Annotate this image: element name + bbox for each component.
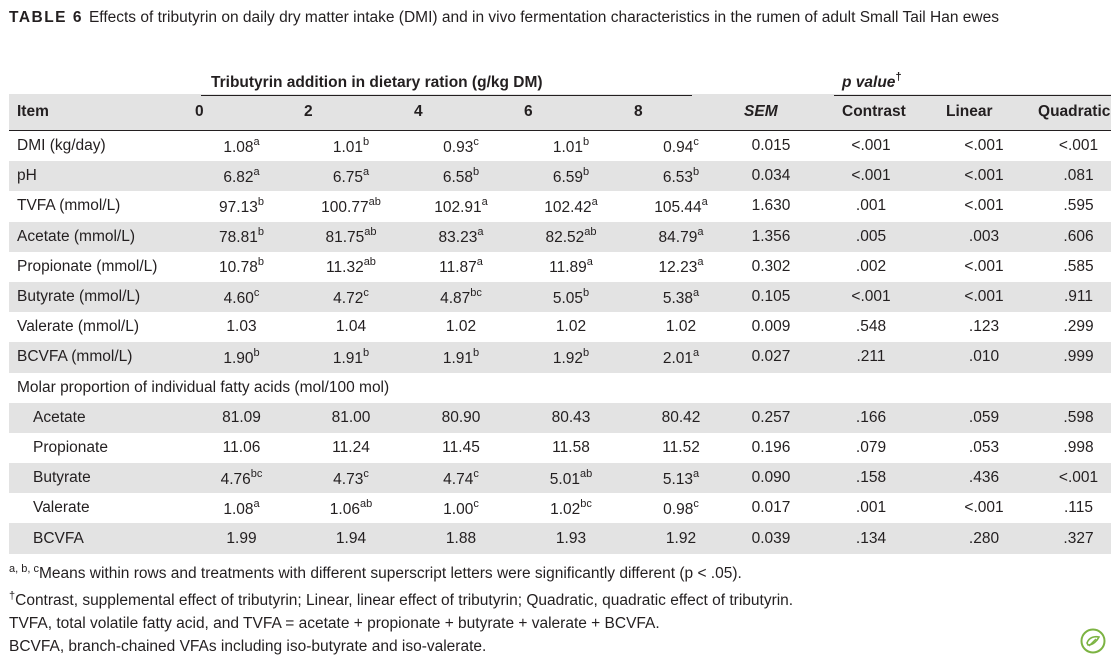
value: 83.23 — [438, 229, 478, 247]
superscript: a — [363, 165, 370, 178]
sem-value: 0.090 — [751, 469, 791, 487]
col-dose-8: 8 — [626, 94, 736, 131]
linear-value: .059 — [968, 408, 1000, 426]
value: 97.13 — [219, 198, 258, 216]
contrast-value: .001 — [855, 499, 887, 517]
table-row — [9, 312, 1111, 342]
linear-value: <.001 — [964, 257, 1004, 275]
table-row — [9, 493, 1111, 523]
linear-value: <.001 — [964, 197, 1004, 215]
superscript: c — [473, 467, 479, 480]
value-cell — [406, 493, 516, 523]
value: 6.75 — [332, 168, 364, 186]
linear-value: <.001 — [964, 499, 1004, 517]
value: 1.99 — [226, 529, 257, 547]
value-cell — [187, 342, 296, 372]
footnote-tvfa: TVFA, total volatile fatty acid, and TVFA = acetate + propionate + butyrate + valerate + BCVFA. — [9, 615, 660, 632]
value-cell — [406, 282, 516, 312]
value-cell — [626, 493, 736, 523]
table-row — [9, 222, 1111, 252]
col-dose-4: 4 — [406, 94, 516, 131]
superscript: b — [473, 165, 480, 178]
table-row — [9, 191, 1111, 221]
value-cell — [296, 312, 406, 342]
value-cell — [516, 342, 626, 372]
value: 6.53 — [662, 168, 694, 186]
value: 4.76 — [220, 470, 251, 488]
section-row — [9, 373, 1111, 403]
contrast-value: .211 — [856, 348, 886, 366]
value-cell — [296, 191, 406, 221]
value-cell — [516, 161, 626, 191]
value-cell — [187, 222, 296, 252]
value: 1.90 — [223, 349, 254, 367]
row-label: TVFA (mmol/L) — [17, 197, 121, 215]
superscript: a — [477, 226, 484, 239]
value-cell — [406, 433, 516, 463]
value-cell — [296, 463, 406, 493]
linear-value: .010 — [968, 348, 1000, 366]
value-cell — [626, 131, 736, 162]
value: 1.00 — [443, 500, 474, 518]
table-row — [9, 433, 1111, 463]
section-label: Molar proportion of individual fatty acids (mol/100 mol) — [17, 378, 390, 396]
superscript: c — [363, 467, 369, 480]
value-cell — [406, 161, 516, 191]
superscript: b — [257, 195, 264, 208]
footnote-significance — [9, 558, 1069, 585]
superscript: a — [693, 286, 700, 299]
col-sem: SEM — [736, 94, 834, 131]
value-cell — [626, 222, 736, 252]
superscript: a — [253, 497, 260, 510]
value: 102.91 — [434, 198, 482, 216]
value-cell — [187, 282, 296, 312]
superscript: c — [363, 286, 369, 299]
value-cell — [296, 252, 406, 282]
value: 81.00 — [331, 408, 371, 426]
value-cell — [296, 222, 406, 252]
value-cell — [406, 342, 516, 372]
quadratic-value: .585 — [1063, 257, 1094, 275]
value-cell — [626, 161, 736, 191]
superscript: bc — [470, 286, 482, 299]
table-row — [9, 161, 1111, 191]
value-cell — [626, 523, 736, 553]
value-cell — [187, 463, 296, 493]
superscript: ab — [364, 226, 377, 239]
sem-value: 0.027 — [751, 348, 791, 366]
quadratic-value: .598 — [1063, 408, 1094, 426]
value-cell — [187, 433, 296, 463]
value-cell — [187, 252, 296, 282]
value-cell — [406, 403, 516, 433]
row-label: Propionate — [33, 438, 108, 456]
superscript: bc — [580, 497, 592, 510]
value: 0.94 — [663, 138, 694, 156]
value: 1.93 — [555, 529, 587, 547]
col-dose-0: 0 — [187, 94, 296, 131]
superscript: b — [257, 226, 264, 239]
col-contrast: Contrast — [834, 94, 938, 131]
value-cell — [187, 523, 296, 553]
value-cell — [626, 342, 736, 372]
value-cell — [626, 252, 736, 282]
superscript: ab — [368, 195, 381, 208]
superscript: ab — [579, 467, 593, 480]
value: 5.01 — [549, 470, 580, 488]
superscript: c — [693, 135, 699, 148]
contrast-value: <.001 — [851, 288, 891, 306]
value-cell — [296, 342, 406, 372]
value: 1.92 — [552, 349, 584, 367]
linear-value: <.001 — [964, 167, 1004, 185]
superscript: a — [697, 256, 704, 269]
linear-value: .280 — [968, 529, 1000, 547]
superscript: a — [586, 256, 593, 269]
contrast-value: .001 — [855, 197, 887, 215]
value: 1.04 — [335, 318, 367, 336]
footnote-significance-text: Means within rows and treatments with different superscript letters were significantly different (p < .05). — [38, 565, 742, 582]
pvalue-dagger: † — [895, 71, 902, 83]
superscript: a — [481, 195, 488, 208]
value-cell — [187, 493, 296, 523]
value-cell — [626, 191, 736, 221]
superscript: bc — [250, 467, 263, 480]
value-cell — [516, 222, 626, 252]
value-cell — [406, 191, 516, 221]
contrast-value: .002 — [855, 257, 887, 275]
superscript: c — [473, 497, 479, 510]
superscript: b — [257, 256, 264, 269]
footnote-pvalue — [9, 585, 1069, 612]
footnote-significance-marks: a, b, c — [9, 563, 39, 575]
superscript: a — [693, 346, 700, 359]
superscript: a — [476, 256, 483, 269]
value: 1.94 — [335, 529, 367, 547]
quadratic-value: .606 — [1063, 227, 1094, 245]
value: 82.52 — [545, 229, 585, 247]
contrast-value: <.001 — [851, 137, 891, 155]
value-cell — [516, 463, 626, 493]
superscript: b — [473, 346, 480, 359]
value-cell — [406, 523, 516, 553]
value: 11.58 — [552, 438, 590, 456]
superscript: b — [583, 286, 590, 299]
sem-value: 0.257 — [751, 408, 791, 426]
pvalue-label: p value — [842, 74, 896, 91]
table-row — [9, 342, 1111, 372]
quadratic-value: .911 — [1064, 288, 1094, 306]
contrast-value: .548 — [855, 318, 887, 336]
sem-value: 0.302 — [751, 257, 791, 275]
superscript: a — [697, 226, 704, 239]
quadratic-value: <.001 — [1058, 469, 1099, 487]
results-table — [9, 60, 1111, 554]
superscript: a — [701, 195, 708, 208]
value-cell — [296, 161, 406, 191]
row-label: Butyrate (mmol/L) — [17, 288, 141, 306]
value: 1.08 — [223, 138, 254, 156]
linear-value: <.001 — [964, 137, 1004, 155]
superscript: a — [253, 135, 260, 148]
superscript: a — [591, 195, 598, 208]
value-cell — [296, 523, 406, 553]
value: 78.81 — [219, 229, 258, 247]
superscript: c — [473, 135, 479, 148]
value: 1.06 — [329, 500, 360, 518]
value: 11.52 — [662, 438, 700, 456]
value-cell — [187, 161, 296, 191]
table-row — [9, 463, 1111, 493]
value: 80.42 — [661, 408, 701, 426]
value-cell — [406, 252, 516, 282]
sem-value: 0.105 — [751, 288, 791, 306]
superscript: b — [583, 165, 590, 178]
col-linear: Linear — [938, 94, 1030, 131]
value: 4.74 — [443, 470, 474, 488]
value: 1.92 — [665, 529, 697, 547]
sem-value: 0.196 — [751, 438, 791, 456]
superscript: b — [253, 346, 260, 359]
value-cell — [296, 433, 406, 463]
value-cell — [626, 312, 736, 342]
value-cell — [296, 131, 406, 162]
value-cell — [187, 131, 296, 162]
value-cell — [626, 463, 736, 493]
quadratic-value: .595 — [1063, 197, 1094, 215]
value: 5.05 — [552, 289, 584, 307]
quadratic-value: .999 — [1063, 348, 1094, 366]
value: 10.78 — [219, 259, 258, 277]
value: 1.02 — [550, 500, 581, 518]
row-label: BCVFA — [33, 529, 84, 547]
table-label: TABLE 6 — [9, 9, 83, 26]
contrast-value: .166 — [855, 408, 887, 426]
column-header-row — [9, 94, 1111, 131]
linear-value: <.001 — [964, 288, 1004, 306]
superscript: ab — [584, 226, 597, 239]
quadratic-value: <.001 — [1058, 137, 1099, 155]
value: 0.93 — [443, 138, 474, 156]
value: 1.02 — [555, 318, 587, 336]
row-label: Valerate — [33, 499, 90, 517]
value-cell — [516, 252, 626, 282]
value: 1.03 — [226, 318, 257, 336]
superscript: b — [363, 135, 370, 148]
table-caption — [9, 6, 1109, 29]
treatment-group-header — [187, 60, 736, 94]
value-cell — [516, 282, 626, 312]
value: 12.23 — [658, 259, 698, 277]
value: 4.87 — [440, 289, 471, 307]
value-cell — [296, 282, 406, 312]
pvalue-group-header — [834, 60, 1111, 94]
value: 5.38 — [662, 289, 694, 307]
footnote-bcvfa: BCVFA, branch-chained VFAs including iso-butyrate and iso-valerate. — [9, 638, 487, 655]
value: 4.73 — [333, 470, 364, 488]
sem-value: 0.017 — [751, 499, 791, 517]
superscript: c — [693, 497, 699, 510]
table-row — [9, 131, 1111, 162]
value-cell — [626, 433, 736, 463]
value-cell — [626, 403, 736, 433]
superscript: b — [363, 346, 370, 359]
footnotes — [9, 558, 1069, 658]
linear-value: .003 — [968, 227, 1000, 245]
value: 1.88 — [445, 529, 477, 547]
quadratic-value: .998 — [1063, 438, 1094, 456]
contrast-value: .079 — [855, 438, 887, 456]
value: 105.44 — [654, 198, 702, 216]
sem-value: 0.009 — [751, 318, 791, 336]
contrast-value: .158 — [855, 469, 887, 487]
value: 11.06 — [222, 438, 261, 456]
value-cell — [516, 312, 626, 342]
value: 11.89 — [549, 259, 587, 277]
value: 6.58 — [442, 168, 474, 186]
row-label: Butyrate — [33, 469, 91, 487]
value: 80.90 — [441, 408, 481, 426]
value-cell — [406, 463, 516, 493]
value-cell — [187, 403, 296, 433]
value: 1.08 — [223, 500, 254, 518]
row-label: pH — [17, 167, 37, 185]
value-cell — [516, 493, 626, 523]
value: 11.45 — [442, 438, 480, 456]
col-item: Item — [9, 94, 187, 131]
col-quadratic: Quadratic — [1030, 94, 1111, 131]
value: 1.91 — [332, 349, 364, 367]
sem-value: 1.630 — [751, 197, 791, 215]
linear-value: .123 — [968, 318, 1000, 336]
value: 4.72 — [333, 289, 364, 307]
footnote-dagger: † — [9, 590, 16, 602]
sem-value: 0.034 — [751, 167, 791, 185]
value-cell — [187, 312, 296, 342]
value: 100.77 — [321, 198, 369, 216]
value-cell — [406, 222, 516, 252]
sem-value: 0.015 — [751, 137, 791, 155]
value: 1.01 — [552, 138, 584, 156]
table-row — [9, 252, 1111, 282]
value: 1.01 — [332, 138, 364, 156]
group-rule — [201, 95, 692, 96]
value: 0.98 — [663, 500, 694, 518]
table-row — [9, 282, 1111, 312]
value: 6.82 — [223, 168, 254, 186]
contrast-value: .005 — [855, 227, 887, 245]
value: 11.87 — [439, 259, 477, 277]
superscript: b — [693, 165, 700, 178]
col-dose-6: 6 — [516, 94, 626, 131]
superscript: ab — [359, 497, 373, 510]
quadratic-value: .299 — [1063, 318, 1094, 336]
value: 81.09 — [222, 408, 261, 426]
table-row — [9, 403, 1111, 433]
quadratic-value: .327 — [1063, 529, 1094, 547]
col-dose-2: 2 — [296, 94, 406, 131]
value: 81.75 — [325, 229, 365, 247]
footnote-pvalue-text: Contrast, supplemental effect of tributyrin; Linear, linear effect of tributyrin; Quadratic, quadratic effect of tributyrin. — [15, 592, 794, 609]
superscript: b — [583, 346, 590, 359]
row-label: BCVFA (mmol/L) — [17, 348, 133, 366]
value-cell — [516, 403, 626, 433]
table-body — [9, 131, 1111, 554]
value-cell — [516, 433, 626, 463]
value-cell — [626, 282, 736, 312]
superscript: b — [583, 135, 590, 148]
value-cell — [516, 191, 626, 221]
row-label: Acetate — [33, 408, 86, 426]
value-cell — [516, 523, 626, 553]
value: 84.79 — [658, 229, 698, 247]
value: 4.60 — [223, 289, 254, 307]
pvalue-rule — [834, 95, 1111, 96]
row-label: DMI (kg/day) — [17, 137, 106, 155]
row-label: Propionate (mmol/L) — [17, 257, 158, 275]
value: 1.02 — [445, 318, 477, 336]
superscript: a — [253, 165, 260, 178]
quadratic-value: .081 — [1063, 167, 1094, 185]
value: 1.02 — [665, 318, 697, 336]
value: 11.32 — [326, 259, 364, 277]
value: 1.91 — [442, 349, 474, 367]
caption-text: Effects of tributyrin on daily dry matter intake (DMI) and in vivo fermentation characteristics in the rumen of adult Small Tail Han ewes — [88, 9, 999, 26]
value: 102.42 — [544, 198, 592, 216]
value: 5.13 — [662, 470, 694, 488]
value-cell — [187, 191, 296, 221]
table-row — [9, 523, 1111, 553]
value-cell — [296, 493, 406, 523]
contrast-value: <.001 — [851, 167, 891, 185]
crossmark-badge-icon[interactable] — [1080, 628, 1106, 654]
value: 80.43 — [551, 408, 591, 426]
row-label: Acetate (mmol/L) — [17, 227, 136, 245]
quadratic-value: .115 — [1064, 499, 1094, 517]
value: 2.01 — [662, 349, 694, 367]
contrast-value: .134 — [855, 529, 887, 547]
value-cell — [296, 403, 406, 433]
value-cell — [516, 131, 626, 162]
value-cell — [406, 131, 516, 162]
value: 6.59 — [552, 168, 584, 186]
linear-value: .053 — [968, 438, 1000, 456]
superscript: a — [693, 467, 700, 480]
linear-value: .436 — [968, 469, 1000, 487]
sem-value: 1.356 — [751, 227, 791, 245]
sem-value: 0.039 — [751, 529, 791, 547]
superscript: ab — [363, 256, 376, 269]
superscript: c — [253, 286, 260, 299]
treatment-group-label: Tributyrin addition in dietary ration (g/kg DM) — [211, 74, 543, 91]
row-label: Valerate (mmol/L) — [17, 318, 140, 336]
value-cell — [406, 312, 516, 342]
value: 11.24 — [332, 438, 370, 456]
